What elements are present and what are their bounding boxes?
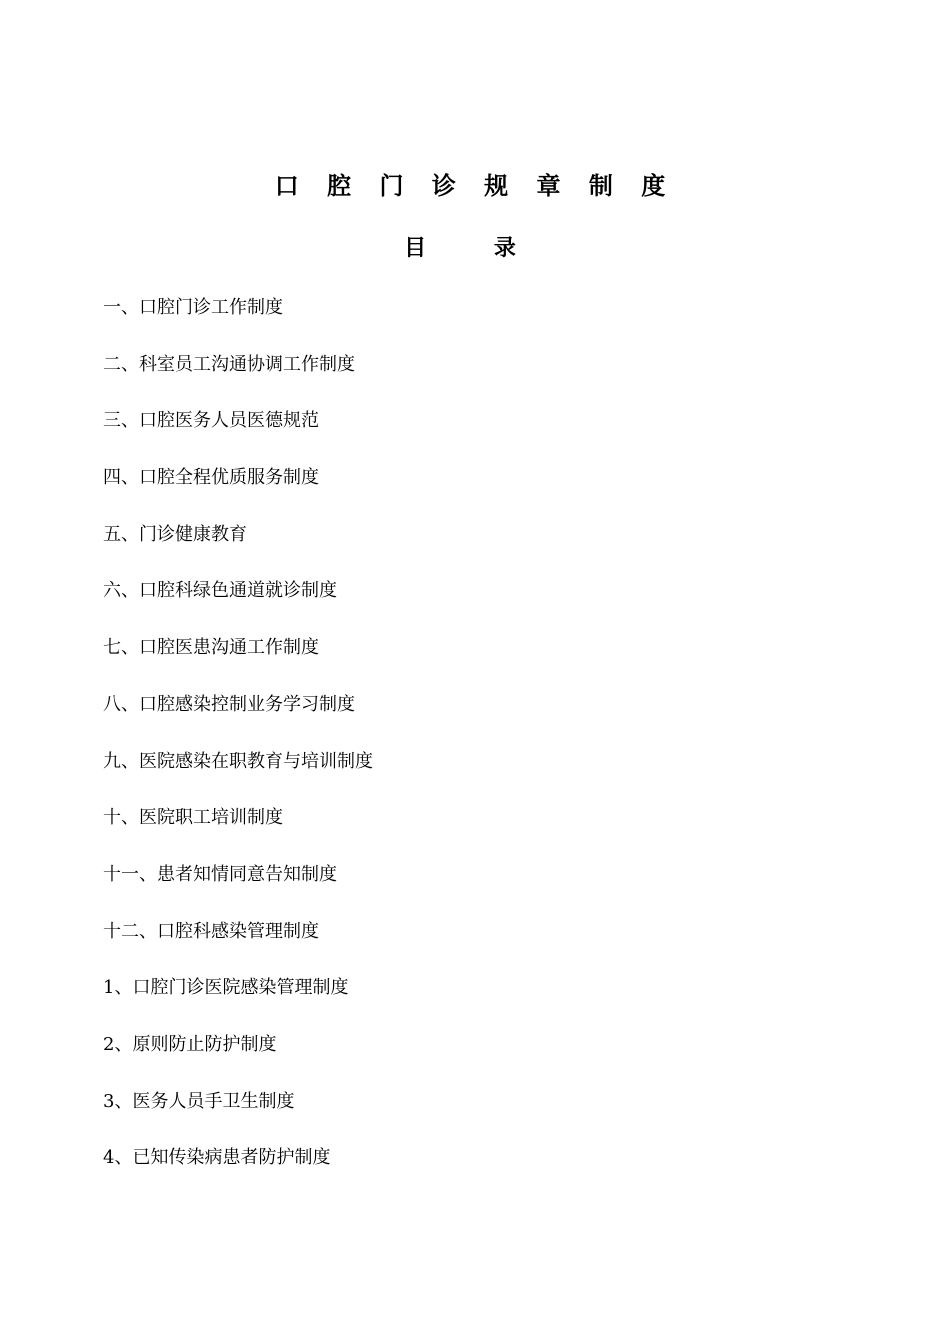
toc-item: 2、原则防止防护制度 xyxy=(103,1033,277,1055)
toc-item: 4、已知传染病患者防护制度 xyxy=(103,1147,331,1169)
toc-item: 七、口腔医患沟通工作制度 xyxy=(103,637,319,659)
toc-item: 十、医院职工培训制度 xyxy=(103,807,283,829)
document-title: 口 腔 门 诊 规 章 制 度 xyxy=(274,172,676,200)
toc-item: 四、口腔全程优质服务制度 xyxy=(103,467,319,489)
toc-item: 十一、患者知情同意告知制度 xyxy=(103,863,337,885)
toc-item: 3、医务人员手卫生制度 xyxy=(103,1090,295,1112)
toc-item: 三、口腔医务人员医德规范 xyxy=(103,410,319,432)
toc-item: 二、科室员工沟通协调工作制度 xyxy=(103,353,355,375)
toc-item: 五、门诊健康教育 xyxy=(103,523,247,545)
toc-item: 六、口腔科绿色通道就诊制度 xyxy=(103,580,337,602)
toc-item: 一、口腔门诊工作制度 xyxy=(103,297,283,318)
toc-list xyxy=(103,294,863,1201)
toc-heading: 目 录 xyxy=(404,236,546,261)
toc-item: 1、口腔门诊医院感染管理制度 xyxy=(103,977,349,999)
toc-item: 八、口腔感染控制业务学习制度 xyxy=(103,693,355,715)
toc-item: 九、医院感染在职教育与培训制度 xyxy=(103,750,373,772)
toc-item: 十二、口腔科感染管理制度 xyxy=(103,920,319,942)
